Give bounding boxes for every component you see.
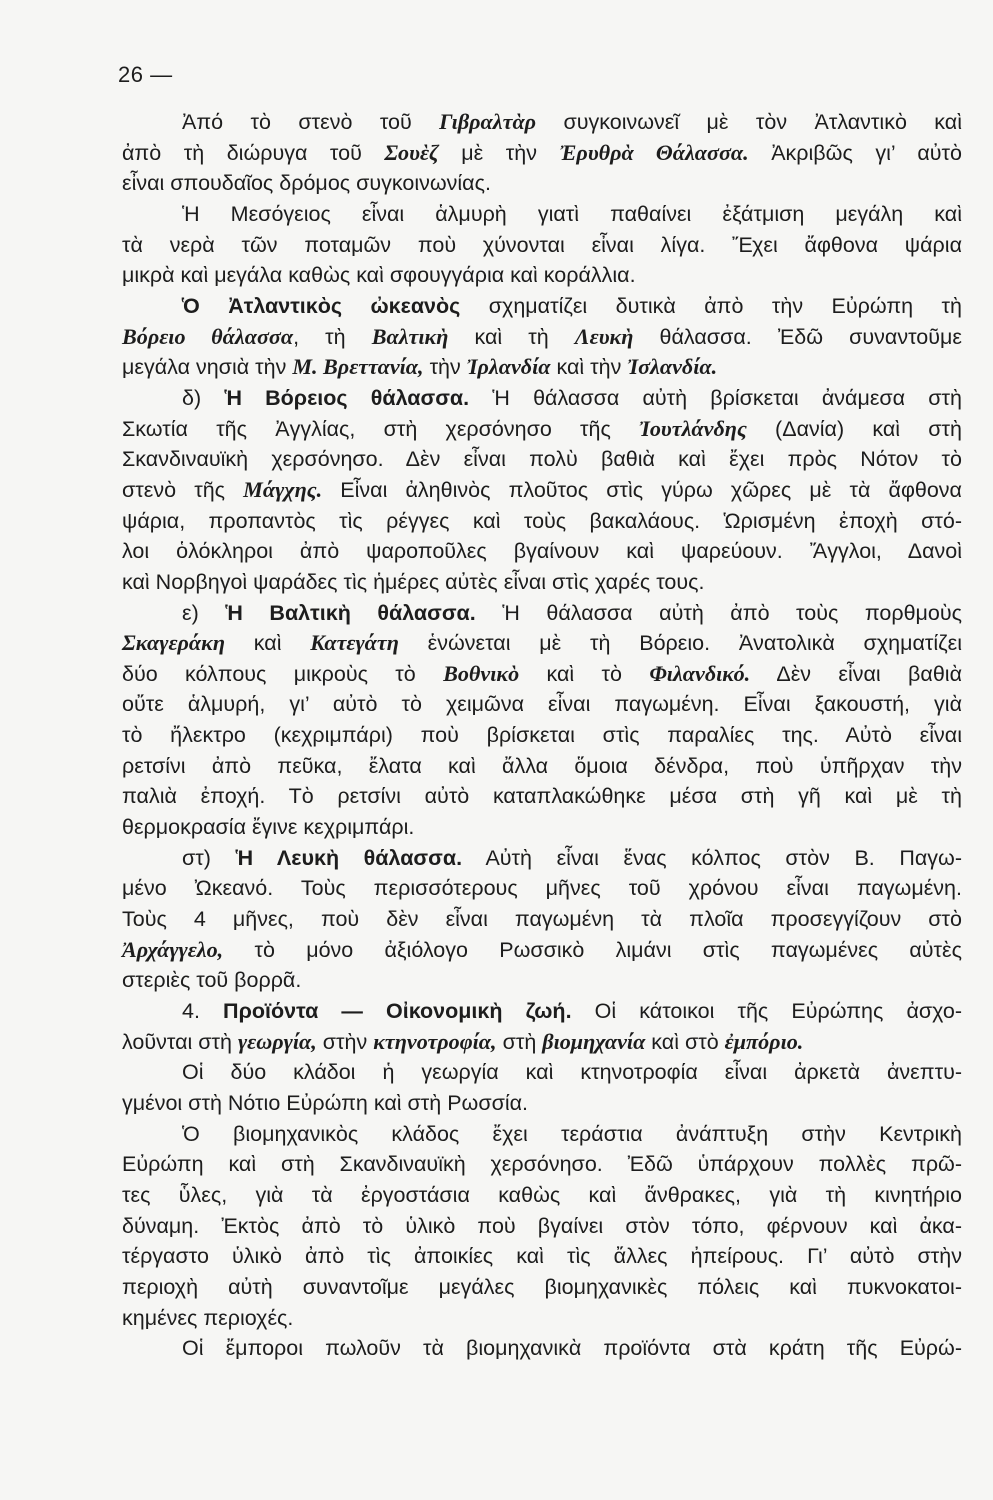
text-line bbox=[122, 322, 962, 353]
text-run: εἶναι σπουδαῖος δρόμος συγκοινωνίας. bbox=[122, 171, 491, 196]
text-line bbox=[122, 536, 962, 567]
text-line bbox=[122, 567, 962, 598]
italic-term: κτηνοτροφία, bbox=[373, 1028, 497, 1054]
text-run: Ἀπό τὸ στενὸ τοῦ bbox=[182, 110, 440, 134]
text-line bbox=[122, 996, 962, 1027]
text-line bbox=[122, 1272, 962, 1303]
text-run: καὶ Νορβηγοὶ ψαράδες τὶς ἡμέρες αὐτὲς εἶναι στὶς χαρές τους. bbox=[122, 569, 705, 594]
text-run: Ἡ θάλασσα αὐτὴ βρίσκεται ἀνάμεσα στὴ bbox=[469, 385, 963, 410]
italic-term: Μάγχης. bbox=[243, 476, 323, 502]
text-run: λοῦνται στὴ bbox=[122, 1029, 238, 1054]
text-run: κημένες περιοχές. bbox=[122, 1305, 294, 1330]
text-line bbox=[122, 414, 962, 445]
text-run: καὶ τὴ bbox=[448, 324, 575, 349]
text-run: στενὸ τῆς bbox=[122, 477, 244, 502]
text-run: Σκανδιναυϊκὴ χερσόνησο. Δὲν εἶναι πολὺ βαθιὰ καὶ ἔχει πρὸς Νότον τὸ bbox=[122, 447, 962, 472]
italic-term: Ἀρχάγγελο, bbox=[122, 936, 224, 962]
text-line bbox=[122, 781, 962, 812]
text-line bbox=[122, 965, 962, 996]
text-run: οὔτε ἁλμυρή, γι’ αὐτὸ τὸ χειμῶνα εἶναι παγωμένη. Εἶναι ξακουστή, γιὰ bbox=[122, 692, 962, 717]
text-run: μένο Ὠκεανό. Τοὺς περισσότερους μῆνες τοῦ χρόνου εἶναι παγωμένη. bbox=[122, 876, 962, 901]
text-run: καὶ τὸ bbox=[519, 661, 650, 686]
text-line bbox=[122, 935, 962, 966]
italic-term: Γιβραλτὰρ bbox=[439, 109, 537, 134]
text-run: ε) bbox=[182, 600, 226, 625]
text-line bbox=[122, 475, 962, 506]
text-run: ἀπὸ τὴ διώρυγα τοῦ bbox=[122, 140, 385, 165]
italic-term: Λευκὴ bbox=[574, 323, 634, 349]
italic-term: Βόρειο θάλασσα bbox=[122, 323, 294, 349]
text-run: Εὐρώπη καὶ στὴ Σκανδιναυϊκὴ χερσόνησο. Ἐδῶ ὑπάρχουν πολλὲς πρῶ- bbox=[122, 1152, 962, 1177]
text-line bbox=[122, 1057, 962, 1088]
text-line bbox=[122, 291, 962, 322]
paragraph bbox=[122, 598, 962, 843]
paragraph bbox=[122, 107, 962, 199]
bold-heading: Ὁ Ἀτλαντικὸς ὠκεανὸς bbox=[182, 293, 461, 318]
page-body bbox=[122, 107, 962, 1364]
text-line bbox=[122, 1303, 962, 1334]
text-run: Ἡ Μεσόγειος εἶναι ἁλμυρὴ γιατὶ παθαίνει ἐξάτμιση μεγάλη καὶ bbox=[182, 201, 962, 226]
text-run: τὴν bbox=[423, 355, 467, 380]
text-run: Σκωτία τῆς Ἀγγλίας, στὴ χερσόνησο τῆς bbox=[122, 416, 640, 441]
text-run: καὶ τὴν bbox=[550, 355, 628, 380]
paragraph bbox=[122, 1057, 962, 1118]
bold-heading: Προϊόντα — Οἰκονομικὴ ζωή. bbox=[223, 999, 572, 1024]
text-run: (Δανία) καὶ στὴ bbox=[746, 416, 962, 441]
text-run: λοι ὁλόκληροι ἀπὸ ψαροποῦλες βγαίνουν καὶ ψαρεύουν. Ἄγγλοι, Δανοὶ bbox=[122, 539, 962, 564]
paragraph bbox=[122, 199, 962, 291]
paragraph bbox=[122, 843, 962, 996]
text-run: ρετσίνι ἀπὸ πεῦκα, ἔλατα καὶ ἄλλα ὅμοια δένδρα, ποὺ ὑπῆρχαν τὴν bbox=[122, 753, 962, 778]
text-line bbox=[122, 689, 962, 720]
text-line bbox=[122, 659, 962, 690]
text-line bbox=[122, 230, 962, 261]
text-run: καὶ στὸ bbox=[645, 1029, 725, 1054]
text-run: γμένοι στὴ Νότιο Εὐρώπη καὶ στὴ Ρωσσία. bbox=[122, 1091, 529, 1115]
text-run: δύναμη. Ἐκτὸς ἀπὸ τὸ ὑλικὸ ποὺ βγαίνει στὸν τόπο, φέρνουν καὶ ἀκα- bbox=[122, 1213, 962, 1238]
text-run: ψάρια, προπαντὸς τὶς ρέγγες καὶ τοὺς βακαλάους. Ὡρισμένη ἐποχὴ στό- bbox=[122, 508, 962, 533]
text-run: Ὁ βιομηχανικὸς κλάδος ἔχει τεράστια ἀνάπτυξη στὴν Κεντρικὴ bbox=[182, 1121, 962, 1146]
text-line bbox=[122, 720, 962, 751]
bold-heading: Ἡ Λευκὴ θάλασσα. bbox=[235, 845, 463, 870]
text-run: 4. bbox=[182, 999, 224, 1024]
italic-term: βιομηχανία bbox=[542, 1028, 646, 1054]
text-line bbox=[122, 1333, 962, 1364]
bold-heading: Ἡ Βόρειος θάλασσα. bbox=[224, 385, 470, 410]
paragraph bbox=[122, 383, 962, 598]
text-line bbox=[122, 352, 962, 383]
text-run: παλιὰ ἐποχή. Τὸ ρετσίνι αὐτὸ καταπλακώθηκε μέσα στὴ γῆ καὶ μὲ τὴ bbox=[122, 784, 962, 809]
italic-term: Βοθνικὸ bbox=[443, 660, 520, 686]
text-line bbox=[122, 168, 962, 199]
paragraph bbox=[122, 996, 962, 1057]
page-number: 26 — bbox=[118, 62, 173, 87]
text-run: στεριὲς τοῦ βορρᾶ. bbox=[122, 968, 302, 993]
text-line bbox=[122, 506, 962, 537]
paragraph bbox=[122, 291, 962, 383]
text-line bbox=[122, 383, 962, 414]
italic-term: Κατεγάτη bbox=[310, 630, 399, 656]
italic-term: Ἰσλανδία. bbox=[627, 354, 718, 380]
text-run: στὴν bbox=[316, 1029, 374, 1054]
text-run: μικρὰ καὶ μεγάλα καθὼς καὶ σφουγγάρια καὶ κοράλλια. bbox=[122, 263, 636, 288]
text-run: τὸ μόνο ἀξιόλογο Ρωσσικὸ λιμάνι στὶς παγωμένες αὐτὲς bbox=[223, 937, 962, 962]
text-run: Εἶναι ἀληθινὸς πλοῦτος στὶς γύρω χῶρες μὲ τὰ ἄφθονα bbox=[322, 477, 962, 502]
text-run: θάλασσα. Ἐδῶ συναντοῦμε bbox=[633, 324, 962, 349]
text-run: μεγάλα νησιὰ τὴν bbox=[122, 355, 293, 380]
text-run: τες ὗλες, γιὰ τὰ ἐργοστάσια καθὼς καὶ ἄνθρακες, γιὰ τὴ κινητήριο bbox=[122, 1182, 962, 1207]
text-run: σχηματίζει δυτικὰ ἀπὸ τὴν Εὐρώπη τὴ bbox=[460, 293, 962, 318]
paragraph bbox=[122, 1333, 962, 1364]
paragraph bbox=[122, 1119, 962, 1334]
italic-term: Φιλανδικό. bbox=[649, 660, 751, 686]
text-run: περιοχὴ αὐτὴ συναντοῖμε μεγάλες βιομηχανικὲς πόλεις καὶ πυκνοκατοι- bbox=[122, 1274, 962, 1299]
text-run: Οἱ ἔμποροι πωλοῦν τὰ βιομηχανικὰ προϊόντα στὰ κράτη τῆς Εὐρώ- bbox=[182, 1336, 962, 1361]
italic-term: Ἰουτλάνδης bbox=[639, 415, 747, 441]
text-line bbox=[122, 1180, 962, 1211]
text-run: , τὴ bbox=[293, 324, 372, 349]
italic-term: Μ. Βρεττανία, bbox=[292, 354, 424, 380]
text-line bbox=[122, 1241, 962, 1272]
italic-term: γεωργία, bbox=[237, 1028, 317, 1054]
italic-term: Σκαγεράκη bbox=[122, 630, 226, 656]
text-line bbox=[122, 1211, 962, 1242]
text-line bbox=[122, 199, 962, 230]
text-run: συγκοινωνεῖ μὲ τὸν Ἀτλαντικὸ καὶ bbox=[536, 110, 962, 134]
text-line bbox=[122, 598, 962, 629]
text-run: Ἡ θάλασσα αὐτὴ ἀπὸ τοὺς πορθμοὺς bbox=[475, 600, 962, 625]
text-run: δ) bbox=[182, 385, 225, 410]
italic-term: Ἰρλανδία bbox=[466, 354, 551, 380]
text-line bbox=[122, 904, 962, 935]
text-line bbox=[122, 1088, 962, 1119]
text-run: Οἱ δύο κλάδοι ἡ γεωργία καὶ κτηνοτροφία εἶναι ἀρκετὰ ἀνεπτυ- bbox=[182, 1060, 962, 1085]
text-run: θερμοκρασία ἔγινε κεχριμπάρι. bbox=[122, 815, 415, 840]
text-line bbox=[122, 751, 962, 782]
text-run: τὸ ἤλεκτρο (κεχριμπάρι) ποὺ βρίσκεται στὶς παραλίες της. Αὐτὸ εἶναι bbox=[122, 723, 962, 748]
text-run: Οἱ κάτοικοι τῆς Εὐρώπης ἀσχο- bbox=[571, 999, 962, 1024]
text-line bbox=[122, 1119, 962, 1150]
text-run: Αὐτὴ εἶναι ἕνας κόλπος στὸν Β. Παγω- bbox=[462, 845, 962, 870]
bold-heading: Ἡ Βαλτικὴ θάλασσα. bbox=[225, 600, 476, 625]
text-line bbox=[122, 444, 962, 475]
text-run: τὰ νερὰ τῶν ποταμῶν ποὺ χύνονται εἶναι λίγα. Ἔχει ἄφθονα ψάρια bbox=[122, 232, 962, 257]
text-line bbox=[122, 628, 962, 659]
text-run: δύο κόλπους μικροὺς τὸ bbox=[122, 661, 444, 686]
text-line bbox=[122, 1027, 962, 1058]
text-line bbox=[122, 260, 962, 291]
text-run: τέργαστο ὑλικὸ ἀπὸ τὶς ἀποικίες καὶ τὶς ἄλλες ἠπείρους. Γι’ αὐτὸ στὴν bbox=[122, 1244, 962, 1269]
text-run: στὴ bbox=[496, 1029, 543, 1054]
text-run: καὶ bbox=[225, 631, 311, 656]
text-run: Δὲν εἶναι βαθιὰ bbox=[750, 661, 963, 686]
text-line bbox=[122, 138, 962, 169]
text-line bbox=[122, 843, 962, 874]
text-run: στ) bbox=[182, 845, 236, 870]
text-run: Τοὺς 4 μῆνες, ποὺ δὲν εἶναι παγωμένη τὰ πλοῖα προσεγγίζουν στὸ bbox=[122, 907, 962, 932]
italic-term: ἐμπόριο. bbox=[724, 1028, 804, 1054]
text-line bbox=[122, 107, 962, 138]
text-line bbox=[122, 812, 962, 843]
italic-term: Βαλτικὴ bbox=[371, 323, 449, 349]
italic-term: Σουὲζ bbox=[384, 139, 439, 165]
italic-term: Ἐρυθρὰ Θάλασσα. bbox=[559, 139, 749, 165]
text-line bbox=[122, 873, 962, 904]
text-run: μὲ τὴν bbox=[438, 140, 560, 165]
text-line bbox=[122, 1149, 962, 1180]
text-run: Ἀκριβῶς γι’ αὐτὸ bbox=[748, 140, 962, 165]
text-run: ἑνώνεται μὲ τὴ Βόρειο. Ἀνατολικὰ σχηματίζει bbox=[398, 631, 962, 656]
